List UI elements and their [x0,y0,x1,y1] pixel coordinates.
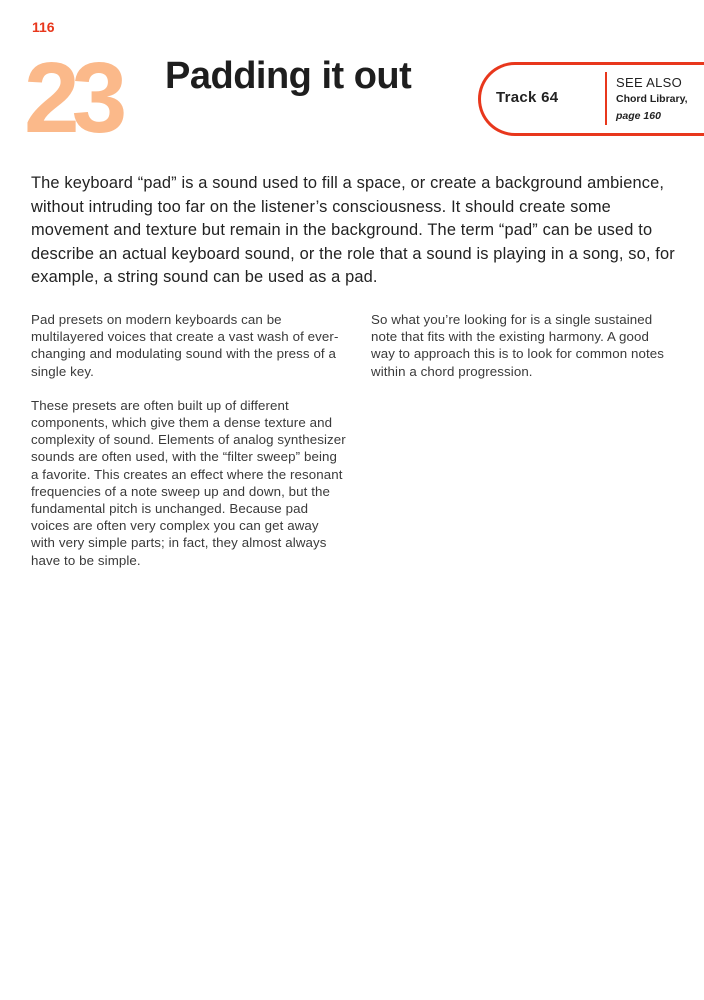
track-label: Track 64 [496,89,559,106]
body-paragraph: Pad presets on modern keyboards can be multilayered voices that create a vast wash of ever-changing and modulating sound with the press of a single key. [31,312,339,379]
callout-divider [605,72,607,125]
page-number: 116 [32,19,55,35]
body-paragraph: These presets are often built up of different components, which give them a dense texture and complexity of sound. Elements of analog synthesizer sounds are often used, with the “filter sweep” being a favorite. This creates an effect where the resonant frequencies of a note sweep up and down, but the fundamental pitch is unchanged. Because pad voices are often very complex you can get away with very simple parts; in fact, they almost always have to be simple. [31,397,346,568]
chapter-number: 23 [24,42,120,154]
left-column [31,311,346,586]
page-title: Padding it out [165,55,412,97]
see-also-page: page 160 [616,110,661,122]
see-also-link: Chord Library, [616,93,688,105]
see-also-label: SEE ALSO [616,75,682,90]
body-paragraph: So what you’re looking for is a single sustained note that fits with the existing harmony. A good way to approach this is to look for common notes within a chord progression. [371,312,665,379]
right-column [371,311,671,397]
intro-paragraph: The keyboard “pad” is a sound used to fill a space, or create a background ambience, without intruding too far on the listener’s consciousness. It should create some movement and texture but remain in the background. The term “pad” can be used to describe an actual keyboard sound, or the role that a sound is playing in a song, so, for example, a string sound can be used as a pad. [31,174,675,287]
